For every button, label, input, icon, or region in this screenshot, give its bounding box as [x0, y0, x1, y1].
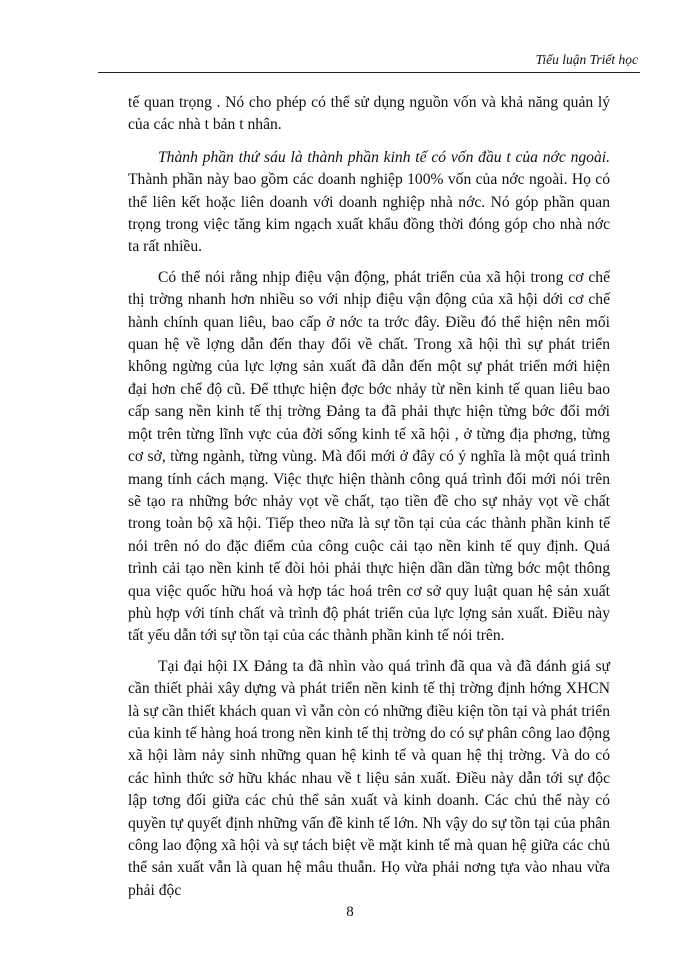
paragraph-market-dynamics: Có thể nói rằng nhịp điệu vận động, phát triển của xã hội trong cơ chế thị trờng nhanh hơn nhiều so với nhịp điệu vận động của xã hội dới cơ chế hành chính quan liêu, bao cấp ở nớc ta trớc đây. Điều đó thể hiện nên mối quan hệ về lợng dẫn đến thay đổi về chất. Trong xã hội thì sự phát triển không ngừng của lực lợng sản xuất đã dẫn đến một sự phát triển mới hiện đại hơn chế độ cũ. Để tthực hiện đợc bớc nhảy từ nền kinh tế quan liêu bao cấp sang nền kinh tế thị trờng Đảng ta đã phải thực hiện từng bớc đổi mới một trên từng lĩnh vực của đời sống kinh tế xã hội , ở từng địa phơng, từng cơ sở, từng ngành, từng vùng. Mà đổi mới ở đây có ý nghĩa là một quá trình mang tính cách mạng. Việc thực hiện thành công quá trình đổi mới nói trên sẽ tạo ra những bớc nhảy vọt về chất, tạo tiền đề cho sự nhảy vọt về chất trong toàn bộ xã hội. Tiếp theo nữa là sự tồn tại của các thành phần kinh tế nói trên nó do đặc điểm của công cuộc cải tạo nền kinh tế quy định. Quá trình cải tạo nền kinh tế đòi hỏi phải thực hiện dần dần từng bớc một thông qua việc quốc hữu hoá và hợp tác hoá trên cơ sở quy luật quan hệ sản xuất phù hợp với tính chất và trình độ phát triển của lực lợng sản xuất. Điều này tất yếu dẫn tới sự tồn tại của các thành phần kinh tế nói trên. [128, 268, 610, 645]
page-number: 8 [346, 904, 354, 920]
paragraph-continued: tế quan trọng . Nó cho phép có thể sử dụng nguồn vốn và khả năng quản lý của các nhà t bản t nhân. [128, 94, 610, 134]
paragraph-lead-italic: Thành phần thứ sáu là thành phần kinh tế có vốn đầu t của nớc ngoài. [158, 148, 610, 166]
paragraph-text: Thành phần này bao gồm các doanh nghiệp 100% vốn của nớc ngoài. Họ có thể liên kết hoặc liên doanh với doanh nghiệp nhà nớc. Nó góp phần quan trọng trong việc tăng kim ngạch xuất khẩu đồng thời đóng góp cho nhà nớc ta rất nhiều. [128, 171, 610, 256]
paragraph-congress-ix: Tại đại hội IX Đảng ta đã nhìn vào quá trình đã qua và đã đánh giá sự cần thiết phải xây dựng và phát triển nền kinh tế thị trờng định hớng XHCN là sự cần thiết khách quan vì vẫn còn có những điều kiện tồn tại và phát triển của kinh tế hàng hoá trong nền kinh tế thị trờng do có sự phân công lao động xã hội làm nảy sinh những quan hệ kinh tế và quan hệ thị trờng. Và do có các hình thức sở hữu khác nhau về t liệu sản xuất. Điều này dẫn tới sự độc lập tơng đối giữa các chủ thể sản xuất và kinh doanh. Các chủ thể này có quyền tự quyết định những vấn đề kinh tế lớn. Nh vậy do sự tồn tại của phân công lao động xã hội và sự tách biệt về mặt kinh tế mà quan hệ giữa các chủ thể sản xuất vẫn là quan hệ mâu thuẫn. Họ vừa phải nơng tựa vào nhau vừa phải độc [128, 657, 610, 899]
header-rule [98, 72, 640, 73]
page-body [128, 92, 610, 910]
running-header: Tiểu luận Triết học [535, 52, 638, 67]
paragraph-sixth-sector [128, 147, 610, 259]
